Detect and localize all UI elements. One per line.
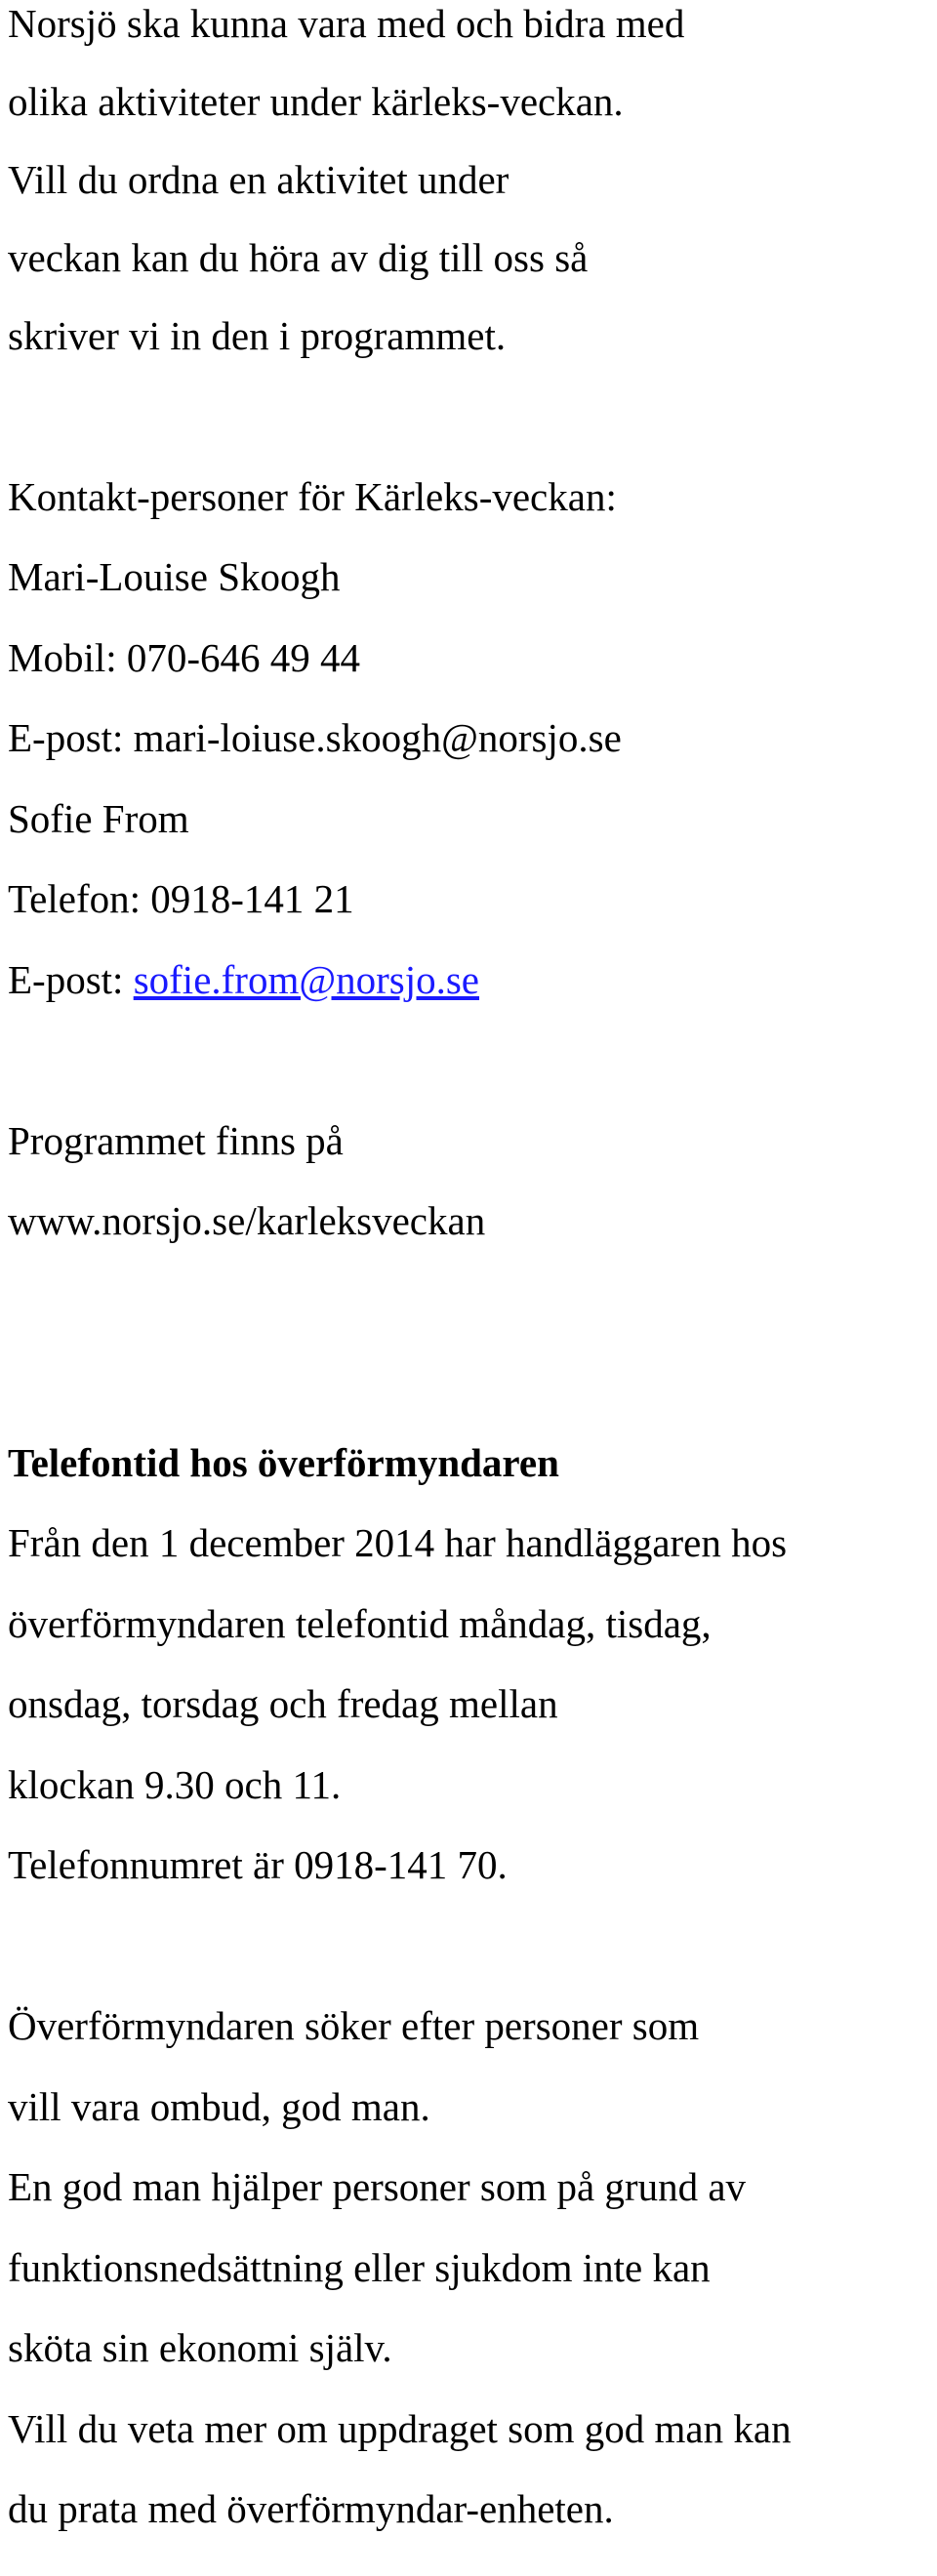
contact-2-phone: Telefon: 0918-141 21 (8, 876, 354, 921)
contact-1-name: Mari-Louise Skoogh (8, 554, 341, 599)
guardian-line-1: Överförmyndaren söker efter personer som (8, 2003, 700, 2048)
guardian-line-5: sköta sin ekonomi själv. (8, 2325, 392, 2370)
intro-line-4: veckan kan du höra av dig till oss så (8, 235, 589, 280)
phone-hours-line-4: klockan 9.30 och 11. (8, 1762, 342, 1807)
guardian-line-2: vill vara ombud, god man. (8, 2084, 430, 2129)
intro-line-5: skriver vi in den i programmet. (8, 313, 507, 358)
intro-line-3: Vill du ordna en aktivitet under (8, 157, 509, 202)
guardian-line-4: funktionsnedsättning eller sjukdom inte kan (8, 2245, 711, 2290)
intro-line-1: Norsjö ska kunna vara med och bidra med (8, 1, 685, 46)
contact-2-name: Sofie From (8, 796, 189, 841)
contact-1-email: E-post: mari-loiuse.skoogh@norsjo.se (8, 715, 622, 760)
guardian-line-7: du prata med överförmyndar-enheten. (8, 2486, 614, 2531)
guardian-line-6: Vill du veta mer om uppdraget som god man kan (8, 2406, 792, 2451)
contact-2-email-link[interactable]: sofie.from@norsjo.se (133, 957, 479, 1002)
guardian-line-3: En god man hjälper personer som på grund av (8, 2164, 747, 2209)
contact-2-email-row (8, 956, 479, 1003)
phone-hours-line-3: onsdag, torsdag och fredag mellan (8, 1681, 558, 1726)
phone-hours-line-1: Från den 1 december 2014 har handläggaren hos (8, 1520, 788, 1565)
contact-1-phone: Mobil: 070-646 49 44 (8, 635, 361, 680)
phone-hours-title: Telefontid hos överförmyndaren (8, 1440, 559, 1485)
contact-2-email-label: E-post: (8, 957, 134, 1002)
phone-hours-line-5: Telefonnumret är 0918-141 70. (8, 1842, 508, 1887)
program-line-1: Programmet finns på (8, 1118, 344, 1163)
program-url: www.norsjo.se/karleksveckan (8, 1198, 486, 1243)
phone-hours-line-2: överförmyndaren telefontid måndag, tisdag, (8, 1601, 712, 1646)
intro-line-2: olika aktiviteter under kärleks-veckan. (8, 79, 624, 124)
contacts-heading: Kontakt-personer för Kärleks-veckan: (8, 474, 617, 519)
